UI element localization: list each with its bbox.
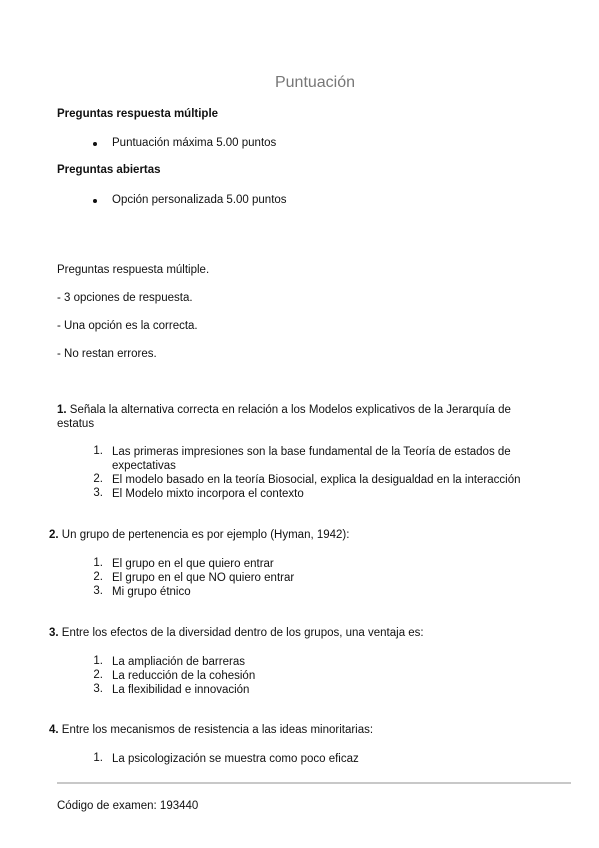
question-number: 3. xyxy=(49,627,59,639)
question-text: Un grupo de pertenencia es por ejemplo (Hyman, 1942): xyxy=(61,529,350,541)
footer-divider xyxy=(57,782,571,784)
option-number: 1. xyxy=(93,445,103,457)
option-text: El grupo en el que NO quiero entrar xyxy=(112,572,295,584)
note-line: - 3 opciones de respuesta. xyxy=(57,292,193,304)
bullet-icon xyxy=(93,142,97,146)
option-number: 1. xyxy=(93,752,103,764)
option-text: La reducción de la cohesión xyxy=(112,670,256,682)
option-text: La psicologización se muestra como poco eficaz xyxy=(112,753,359,765)
option-text: El grupo en el que quiero entrar xyxy=(112,558,274,570)
option-text: La flexibilidad e innovación xyxy=(112,684,250,696)
page-title: Puntuación xyxy=(274,74,356,91)
note-line: - No restan errores. xyxy=(57,348,157,360)
section-heading-open-questions: Preguntas abiertas xyxy=(57,164,161,176)
option-text: Mi grupo étnico xyxy=(112,586,191,598)
option-number: 3. xyxy=(93,487,103,499)
bullet-text: Puntuación máxima 5.00 puntos xyxy=(112,137,277,149)
option-number: 2. xyxy=(93,473,103,485)
question-4-text xyxy=(49,724,549,736)
bullet-icon xyxy=(93,199,97,203)
option-number: 2. xyxy=(93,571,103,583)
question-text: Entre los mecanismos de resistencia a las ideas minoritarias: xyxy=(61,724,374,736)
bullet-text: Opción personalizada 5.00 puntos xyxy=(112,194,287,206)
option-number: 2. xyxy=(93,669,103,681)
question-text: Señala la alternativa correcta en relación a los Modelos explicativos de la Jerarquía de estatus xyxy=(57,404,511,430)
question-text: Entre los efectos de la diversidad dentro de los grupos, una ventaja es: xyxy=(61,627,424,639)
question-number: 4. xyxy=(49,724,59,736)
option-number: 1. xyxy=(93,655,103,667)
option-number: 3. xyxy=(93,585,103,597)
option-text: La ampliación de barreras xyxy=(112,656,245,668)
note-line: - Una opción es la correcta. xyxy=(57,320,198,332)
option-text: Las primeras impresiones son la base fundamental de la Teoría de estados de expectativas xyxy=(112,446,511,472)
exam-code: Código de examen: 193440 xyxy=(57,800,199,812)
note-line: Preguntas respuesta múltiple. xyxy=(57,264,210,276)
question-number: 2. xyxy=(49,529,59,541)
option-text: El modelo basado en la teoría Biosocial, explica la desigualdad en la interacción xyxy=(112,474,521,486)
question-3-text xyxy=(49,627,549,639)
option-number: 3. xyxy=(93,683,103,695)
question-1-text xyxy=(57,403,537,431)
question-2-text xyxy=(49,529,549,541)
option-number: 1. xyxy=(93,557,103,569)
section-heading-multiple-choice: Preguntas respuesta múltiple xyxy=(57,108,219,120)
question-number: 1. xyxy=(57,404,67,416)
option-text: El Modelo mixto incorpora el contexto xyxy=(112,488,304,500)
